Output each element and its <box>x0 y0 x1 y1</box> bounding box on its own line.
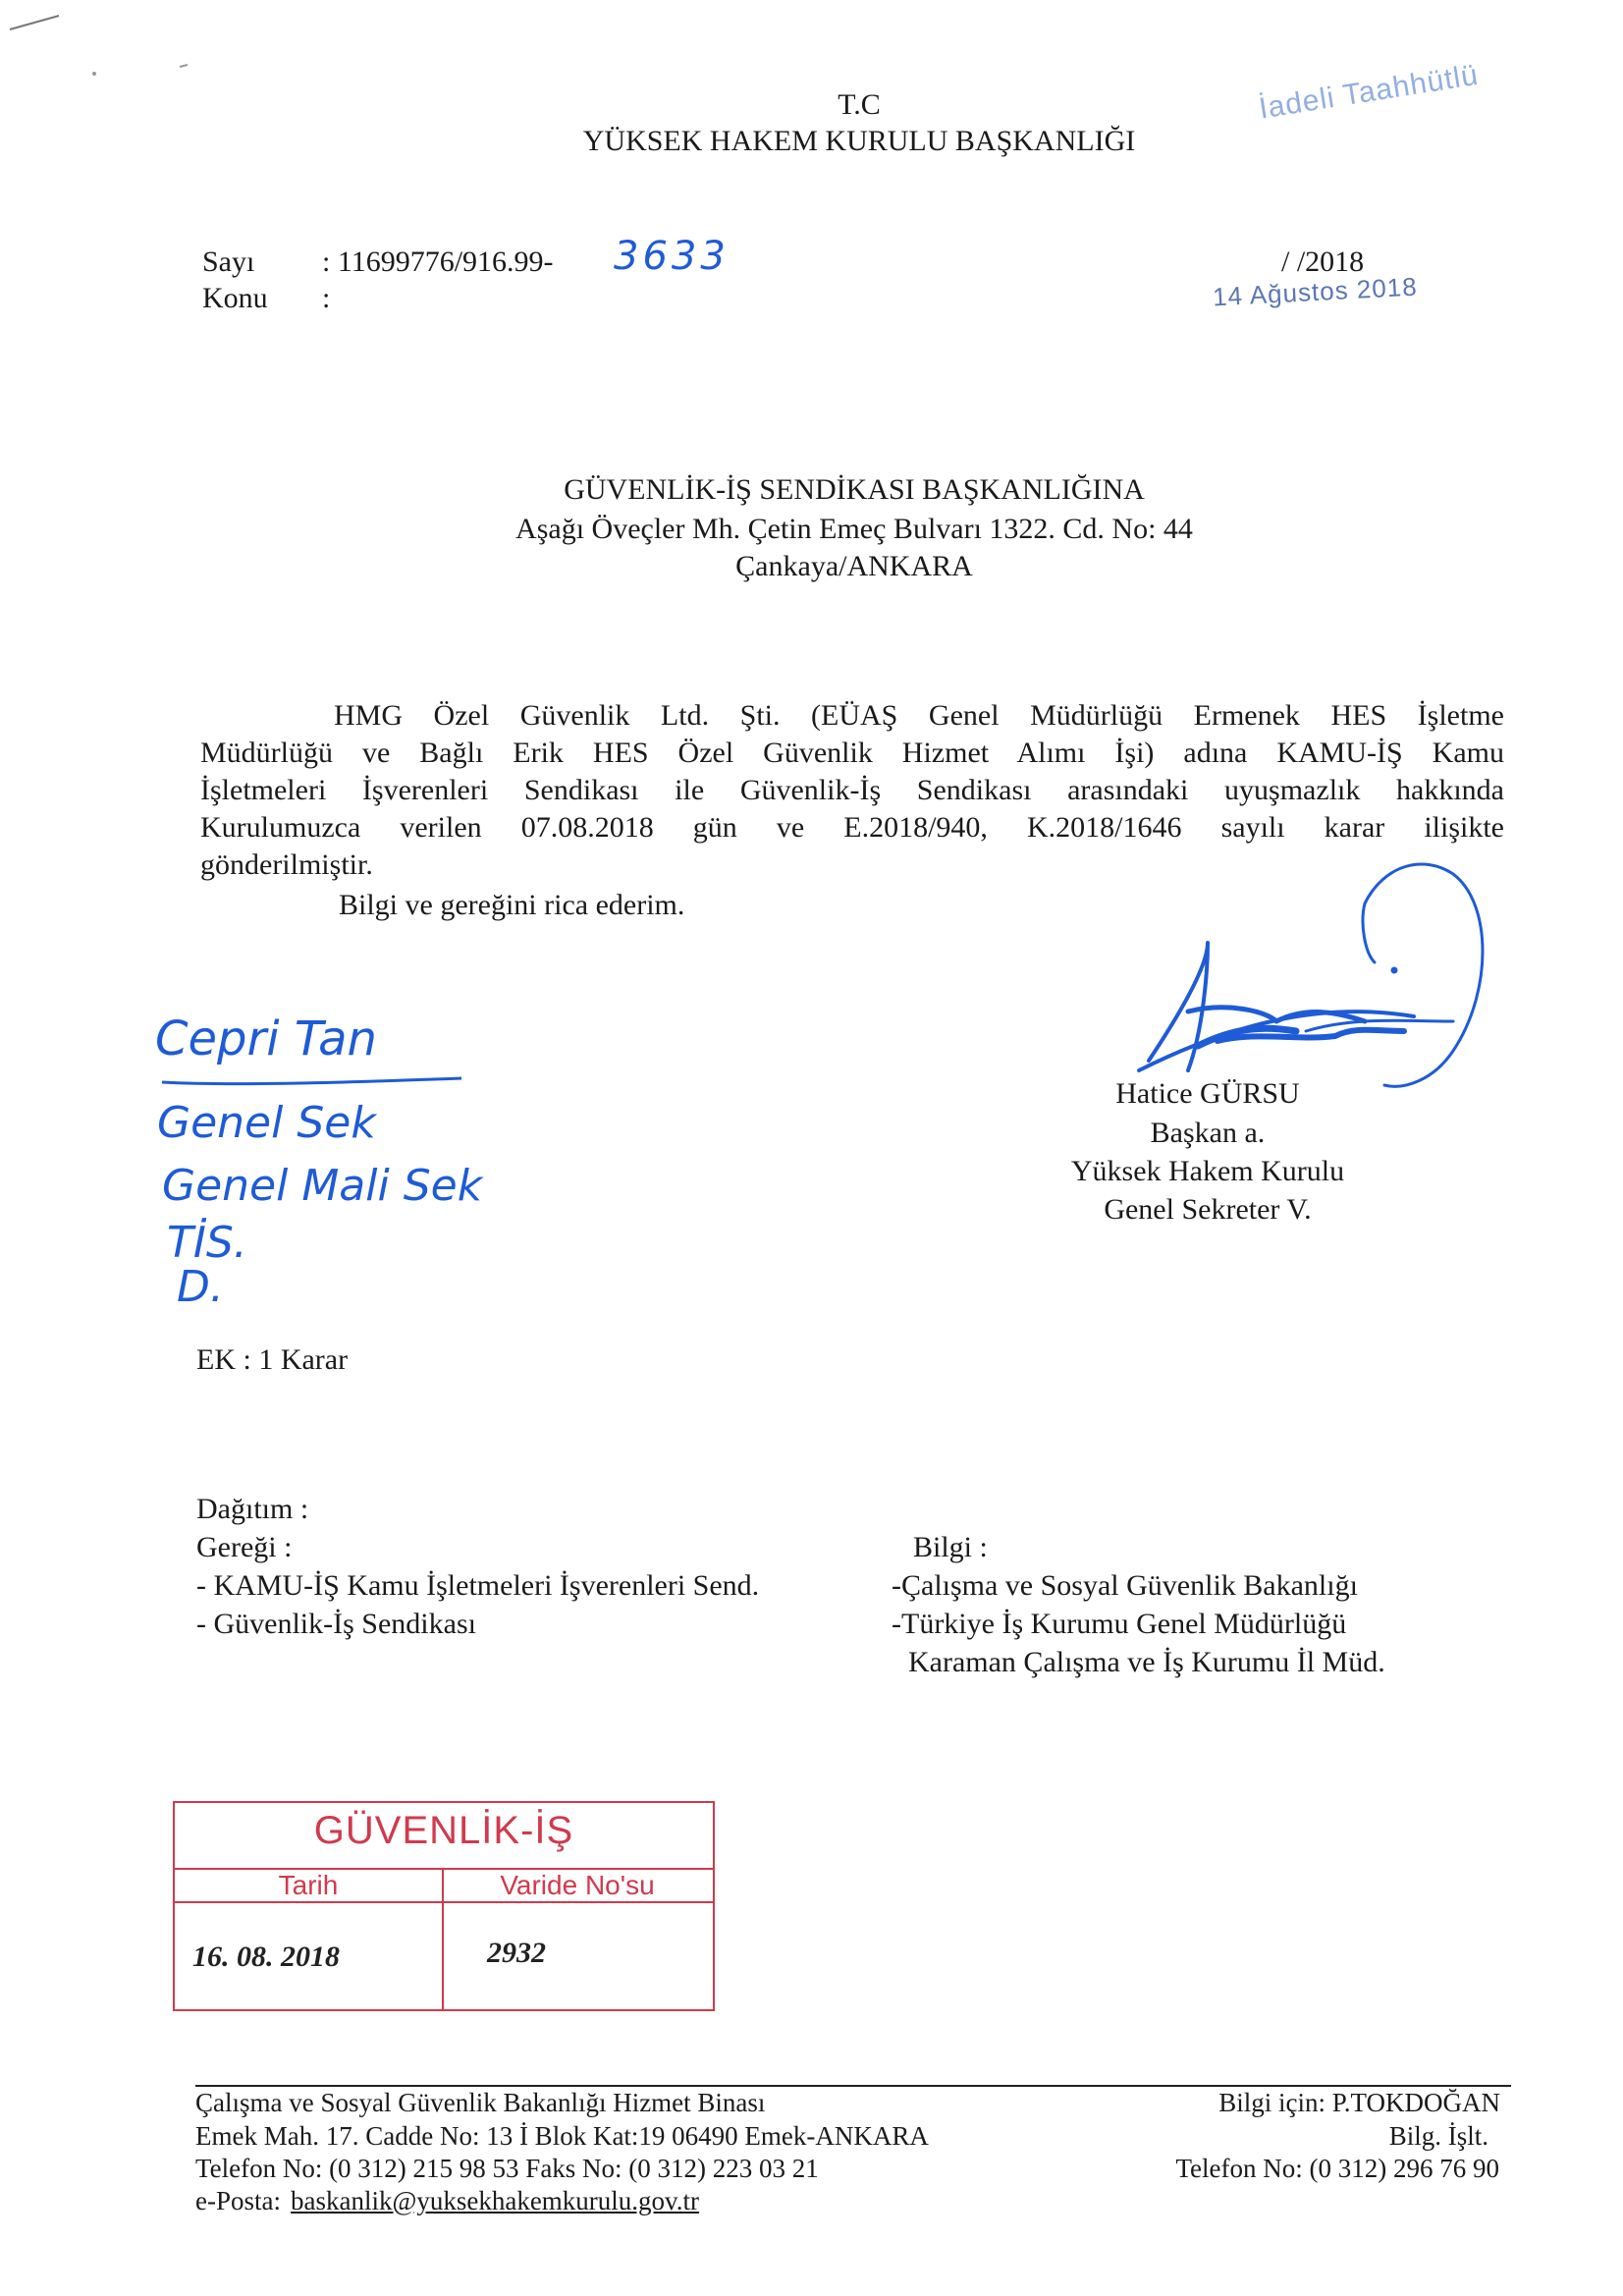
geregi-item: - KAMU-İŞ Kamu İşletmeleri İşverenleri Send. <box>196 1569 760 1602</box>
footer-divider <box>195 2085 1511 2087</box>
body-paragraph-line: Müdürlüğü ve Bağlı Erik HES Özel Güvenlik Hizmet Alımı İşi) adına KAMU-İŞ Kamu <box>200 737 1504 769</box>
footer-email-label: e-Posta: <box>195 2186 281 2215</box>
handwritten-note: Cepri Tan <box>155 1011 377 1066</box>
received-stamp-title: GÜVENLİK-İŞ <box>313 1809 574 1852</box>
bilgi-item: -Çalışma ve Sosyal Güvenlik Bakanlığı <box>892 1569 1358 1602</box>
signatory-name: Hatice GÜRSU <box>1115 1077 1300 1110</box>
body-closing: Bilgi ve gereğini rica ederim. <box>339 889 685 921</box>
konu-label: Konu <box>202 282 268 314</box>
body-paragraph-line: Kurulumuzca verilen 07.08.2018 gün ve E.2018/940, K.2018/1646 sayılı karar ilişikte <box>200 811 1504 844</box>
handwritten-note: TİS. <box>167 1218 247 1268</box>
handwritten-underline <box>157 1070 471 1100</box>
sayi-value: : 11699776/916.99- <box>322 246 554 278</box>
footer-address: Emek Mah. 17. Cadde No: 13 İ Blok Kat:19 06490 Emek-ANKARA <box>195 2121 929 2151</box>
footer-phone: Telefon No: (0 312) 215 98 53 Faks No: (0 312) 223 03 21 <box>195 2154 819 2183</box>
body-paragraph-line: HMG Özel Güvenlik Ltd. Şti. (EÜAŞ Genel Müdürlüğü Ermenek HES İşletme <box>334 699 1504 732</box>
addressee-address: Aşağı Öveçler Mh. Çetin Emeç Bulvarı 1322. Cd. No: 44 <box>515 513 1193 545</box>
handwritten-note: Genel Mali Sek <box>162 1161 483 1211</box>
konu-value: : <box>322 282 331 314</box>
geregi-label: Gereği : <box>196 1531 293 1563</box>
date-printed: / /2018 <box>1281 246 1365 278</box>
received-stamp-date-value: 16. 08. 2018 <box>192 1941 340 1973</box>
header-tc: T.C <box>838 88 881 121</box>
received-stamp-number-header: Varide No'su <box>500 1870 655 1900</box>
distribution-label: Dağıtım : <box>196 1493 309 1525</box>
iadeli-taahhutlu-stamp: İadeli Taahhütlü <box>1257 58 1482 126</box>
addressee-name: GÜVENLİK-İŞ SENDİKASI BAŞKANLIĞINA <box>564 473 1145 506</box>
signatory-title: Genel Sekreter V. <box>1104 1193 1312 1226</box>
received-stamp-date-header: Tarih <box>278 1870 339 1900</box>
signatory-title: Yüksek Hakem Kurulu <box>1070 1155 1345 1187</box>
received-stamp <box>173 1801 715 2011</box>
bilgi-label: Bilgi : <box>913 1531 988 1563</box>
sayi-label: Sayı <box>202 246 255 278</box>
received-stamp-number-value: 2932 <box>487 1937 546 1969</box>
footer-address: Çalışma ve Sosyal Güvenlik Bakanlığı Hizmet Binası <box>195 2088 766 2117</box>
bilgi-item: Karaman Çalışma ve İş Kurumu İl Müd. <box>908 1646 1385 1678</box>
bilgi-item: -Türkiye İş Kurumu Genel Müdürlüğü <box>892 1608 1347 1640</box>
footer-contact: Bilg. İşlt. <box>1388 2121 1488 2151</box>
handwritten-note: Genel Sek <box>157 1098 376 1148</box>
handwritten-note: D. <box>177 1262 224 1312</box>
addressee-city: Çankaya/ANKARA <box>735 550 973 582</box>
date-received-stamp: 14 Ağustos 2018 <box>1212 271 1419 312</box>
signature-scribble <box>1041 845 1512 1100</box>
signatory-title: Başkan a. <box>1150 1117 1266 1149</box>
body-paragraph-line: gönderilmiştir. <box>200 848 373 881</box>
attachment-line: EK : 1 Karar <box>196 1343 349 1376</box>
geregi-item: - Güvenlik-İş Sendikası <box>196 1608 476 1640</box>
footer-contact: Telefon No: (0 312) 296 76 90 <box>1175 2154 1499 2183</box>
footer-email-link[interactable]: baskanlik@yuksekhakemkurulu.gov.tr <box>291 2186 700 2215</box>
footer-contact: Bilgi için: P.TOKDOĞAN <box>1218 2088 1500 2117</box>
header-institution: YÜKSEK HAKEM KURULU BAŞKANLIĞI <box>582 125 1136 157</box>
body-paragraph-line: İşletmeleri İşverenleri Sendikası ile Güvenlik-İş Sendikası arasındaki uyuşmazlık hakkında <box>200 774 1504 806</box>
scan-marks <box>0 0 216 88</box>
sayi-handwritten-number: 3633 <box>614 234 730 279</box>
